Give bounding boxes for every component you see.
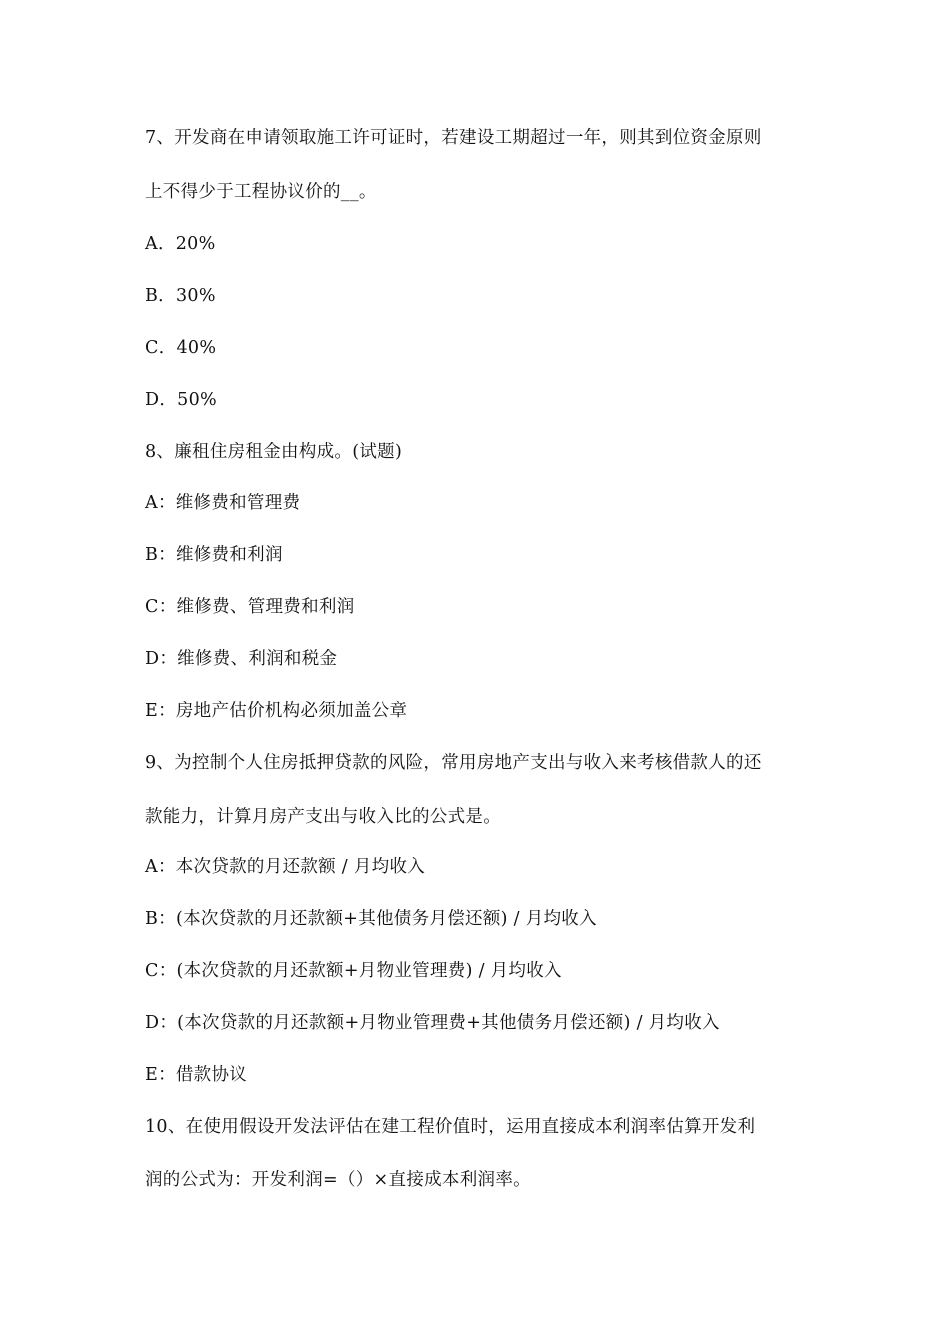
question-8-option-c: C：维修费、管理费和利润 [145, 597, 355, 617]
question-8-option-d: D：维修费、利润和税金 [145, 649, 338, 669]
question-9-option-c: C：(本次贷款的月还款额+月物业管理费) / 月均收入 [145, 961, 562, 981]
question-8-stem-line-1: 8、廉租住房租金由构成。(试题) [145, 442, 403, 462]
question-7-stem-line-2: 上不得少于工程协议价的__。 [145, 182, 377, 202]
question-9-stem-line-1: 9、为控制个人住房抵押贷款的风险，常用房地产支出与收入来考核借款人的还 [145, 753, 762, 773]
question-7-option-d: D．50% [145, 390, 217, 410]
question-8-option-a: A：维修费和管理费 [145, 493, 301, 513]
question-7-option-b: B．30% [145, 286, 216, 306]
question-7-option-a: A．20% [145, 234, 216, 254]
question-9-option-a: A：本次贷款的月还款额 / 月均收入 [145, 857, 426, 877]
question-7-stem-line-1: 7、开发商在申请领取施工许可证时，若建设工期超过一年，则其到位资金原则 [145, 128, 762, 148]
question-9-option-e: E：借款协议 [145, 1065, 248, 1085]
question-10-stem-line-2: 润的公式为：开发利润=（）×直接成本利润率。 [145, 1170, 531, 1190]
question-8-option-e: E：房地产估价机构必须加盖公章 [145, 701, 408, 721]
question-8-option-b: B：维修费和利润 [145, 545, 283, 565]
question-7-option-c: C．40% [145, 338, 217, 358]
question-9-option-d: D：(本次贷款的月还款额+月物业管理费+其他债务月偿还额) / 月均收入 [145, 1013, 720, 1033]
question-9-stem-line-2: 款能力，计算月房产支出与收入比的公式是。 [145, 807, 501, 827]
question-10-stem-line-1: 10、在使用假设开发法评估在建工程价值时，运用直接成本利润率估算开发利 [145, 1117, 756, 1137]
question-9-option-b: B：(本次贷款的月还款额+其他债务月偿还额) / 月均收入 [145, 909, 597, 929]
